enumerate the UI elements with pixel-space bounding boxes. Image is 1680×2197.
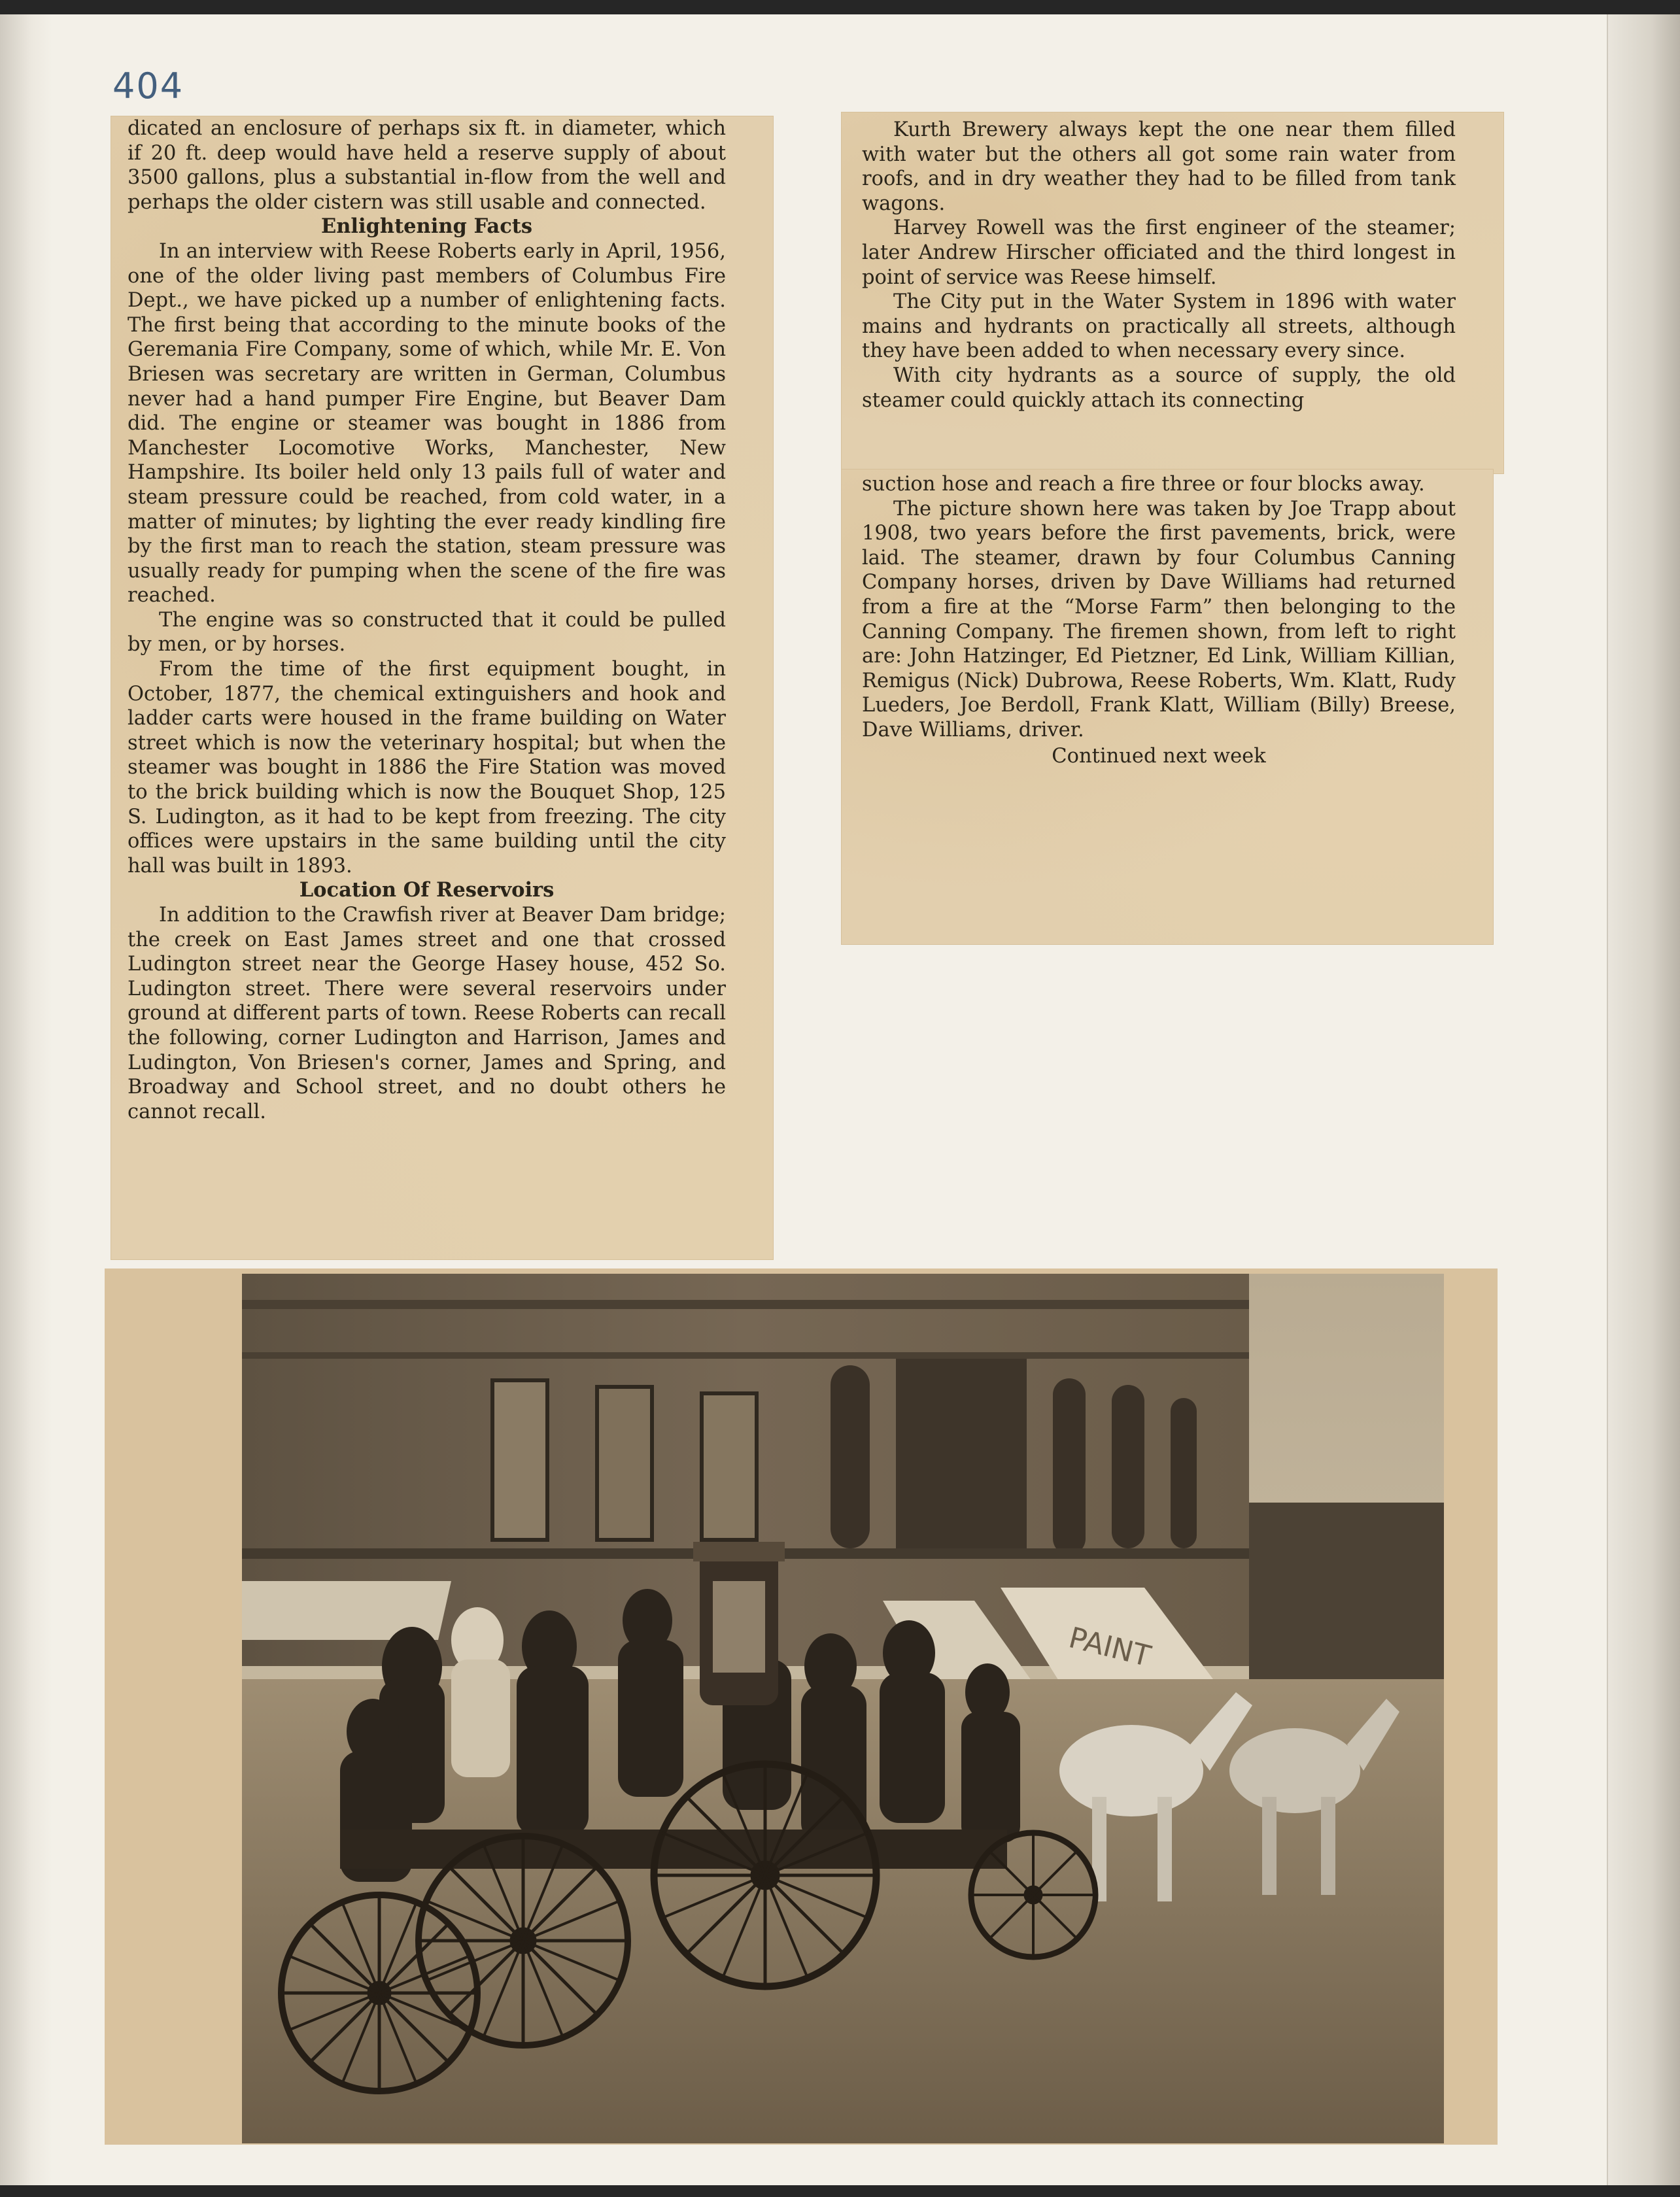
- paragraph: From the time of the first equipment bought, in October, 1877, the chemical extinguishers and hook and ladder carts were housed in the frame building on Water street which is now the veterinary hospital; but when the steamer was bought in 1886 the Fire Station was moved to the brick building which is now the Bouquet Shop, 125 S. Ludington, as it had to be kept from freezing. The city offices were upstairs in the same building until the city hall was built in 1893.: [128, 658, 726, 877]
- paragraph: The engine was so constructed that it could be pulled by men, or by horses.: [128, 608, 726, 656]
- page-binding: [0, 14, 52, 2185]
- steamer-boiler: [693, 1542, 785, 1705]
- paragraph: In an interview with Reese Roberts early in April, 1956, one of the older living past members of Columbus Fire Dept., we have picked up a number of enlightening facts. The first being that according to the minute books of the Geremania Fire Company, some of which, while Mr. E. Von Briesen was secretary are written in German, Columbus never had a hand pumper Fire Engine, but Beaver Dam did. The engine or steamer was bought in 1886 from Manchester Locomotive Works, Manchester, New Hampshire. Its boiler held only 13 pails full of water and steam pressure could be reached, from cold water, in a matter of minutes; by lighting the ever ready kindling fire by the first man to reach the station, steam pressure was usually ready for pumping when the scene of the fire was reached.: [128, 239, 726, 607]
- article-column-right-bottom: [862, 472, 1456, 768]
- page-edge: [1607, 14, 1680, 2185]
- paragraph: The picture shown here was taken by Joe Trapp about 1908, two years before the first pavements, brick, were laid. The steamer, drawn by four Columbus Canning Company horses, driven by Dave Williams had returned from a fire at the “Morse Farm” then belonging to the Canning Company. The firemen shown, from left to right are: John Hatzinger, Ed Pietzner, Ed Link, William Killian, Remigus (Nick) Dubrowa, Reese Roberts, Wm. Klatt, Rudy Lueders, Joe Berdoll, Frank Klatt, William (Billy) Breese, Dave Williams, driver.: [862, 497, 1456, 741]
- steamer-chassis: [340, 1830, 1007, 1869]
- continued-note: Continued next week: [1052, 744, 1266, 768]
- paragraph: The City put in the Water System in 1896 with water mains and hydrants on practically all streets, although they have been added to when necessary every since.: [862, 290, 1456, 363]
- page-number: 404: [112, 65, 184, 107]
- article-column-left: [128, 116, 726, 1124]
- paragraph: Kurth Brewery always kept the one near them filled with water but the others all got some rain water from roofs, and in dry weather they had to be filled from tank wagons.: [862, 118, 1456, 215]
- article-column-right-top: [862, 118, 1456, 413]
- section-heading-location-of-reservoirs: Location Of Reservoirs: [299, 878, 555, 902]
- paragraph: suction hose and reach a fire three or four blocks away.: [862, 473, 1425, 496]
- section-heading-enlightening-facts: Enlightening Facts: [320, 214, 533, 239]
- historic-photograph-fire-steamer: [242, 1274, 1444, 2143]
- paragraph: Harvey Rowell was the first engineer of the steamer; later Andrew Hirscher officiated and the third longest in point of service was Reese himself.: [862, 216, 1456, 289]
- awning-lettering: PAINT: [1065, 1621, 1154, 1674]
- paragraph: With city hydrants as a source of supply, the old steamer could quickly attach its connecting: [862, 364, 1456, 412]
- intro-paragraph: dicated an enclosure of perhaps six ft. in diameter, which if 20 ft. deep would have held a reserve supply of about 3500 gallons, plus a substantial in-flow from the well and perhaps the older cistern was still usable and connected.: [128, 117, 726, 214]
- paragraph: In addition to the Crawfish river at Beaver Dam bridge; the creek on East James street and one that crossed Ludington street near the George Hasey house, 452 So. Ludington street. There were several reservoirs under ground at different parts of town. Reese Roberts can recall the following, corner Ludington and Harrison, James and Ludington, Von Briesen's corner, James and Spring, and Broadway and School street, and no doubt others he cannot recall.: [128, 904, 726, 1123]
